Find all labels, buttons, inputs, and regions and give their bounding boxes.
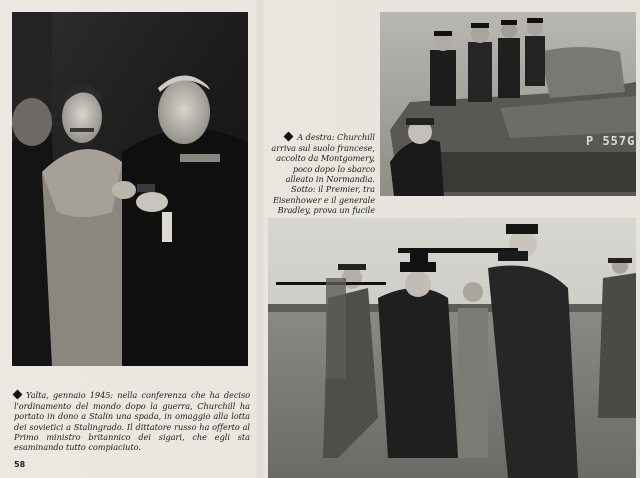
caption-right-text: A destra: Churchill arriva sul suolo francese, accolto da Montgomery, poco dopo lo sbarco alleato in Normandia. Sotto: il Premier, tra Eisenhower e il generale Bradley, prova un fucile bbox=[271, 132, 375, 216]
montgomery-photo-image bbox=[380, 12, 636, 196]
caption-montgomery-eisenhower bbox=[267, 122, 375, 226]
page-number: 58 bbox=[14, 460, 26, 469]
vehicle-marking: P 557G bbox=[586, 134, 636, 148]
caption-yalta-text: Yalta, gennaio 1945: nella conferenza che ha deciso l'ordinamento del mondo dopo la guerra, Churchill ha portato in dono a Stalin una spada, in omaggio alla lotta dei sovietici a Stalingrado. Il dittatore russo ha offerto al Primo ministro britannico dei sigari, che egli sta esaminando tutto compiaciuto. bbox=[14, 390, 250, 453]
rifle-photo-image bbox=[268, 218, 636, 478]
caption-diamond-icon bbox=[13, 390, 23, 400]
caption-diamond-icon bbox=[284, 132, 294, 142]
photo-yalta-stalin-churchill bbox=[12, 12, 248, 366]
photo-churchill-montgomery bbox=[380, 12, 636, 196]
caption-yalta bbox=[14, 380, 250, 453]
photo-churchill-rifle-test bbox=[268, 218, 636, 478]
page-gutter bbox=[255, 0, 265, 478]
yalta-photo-image bbox=[12, 12, 248, 366]
